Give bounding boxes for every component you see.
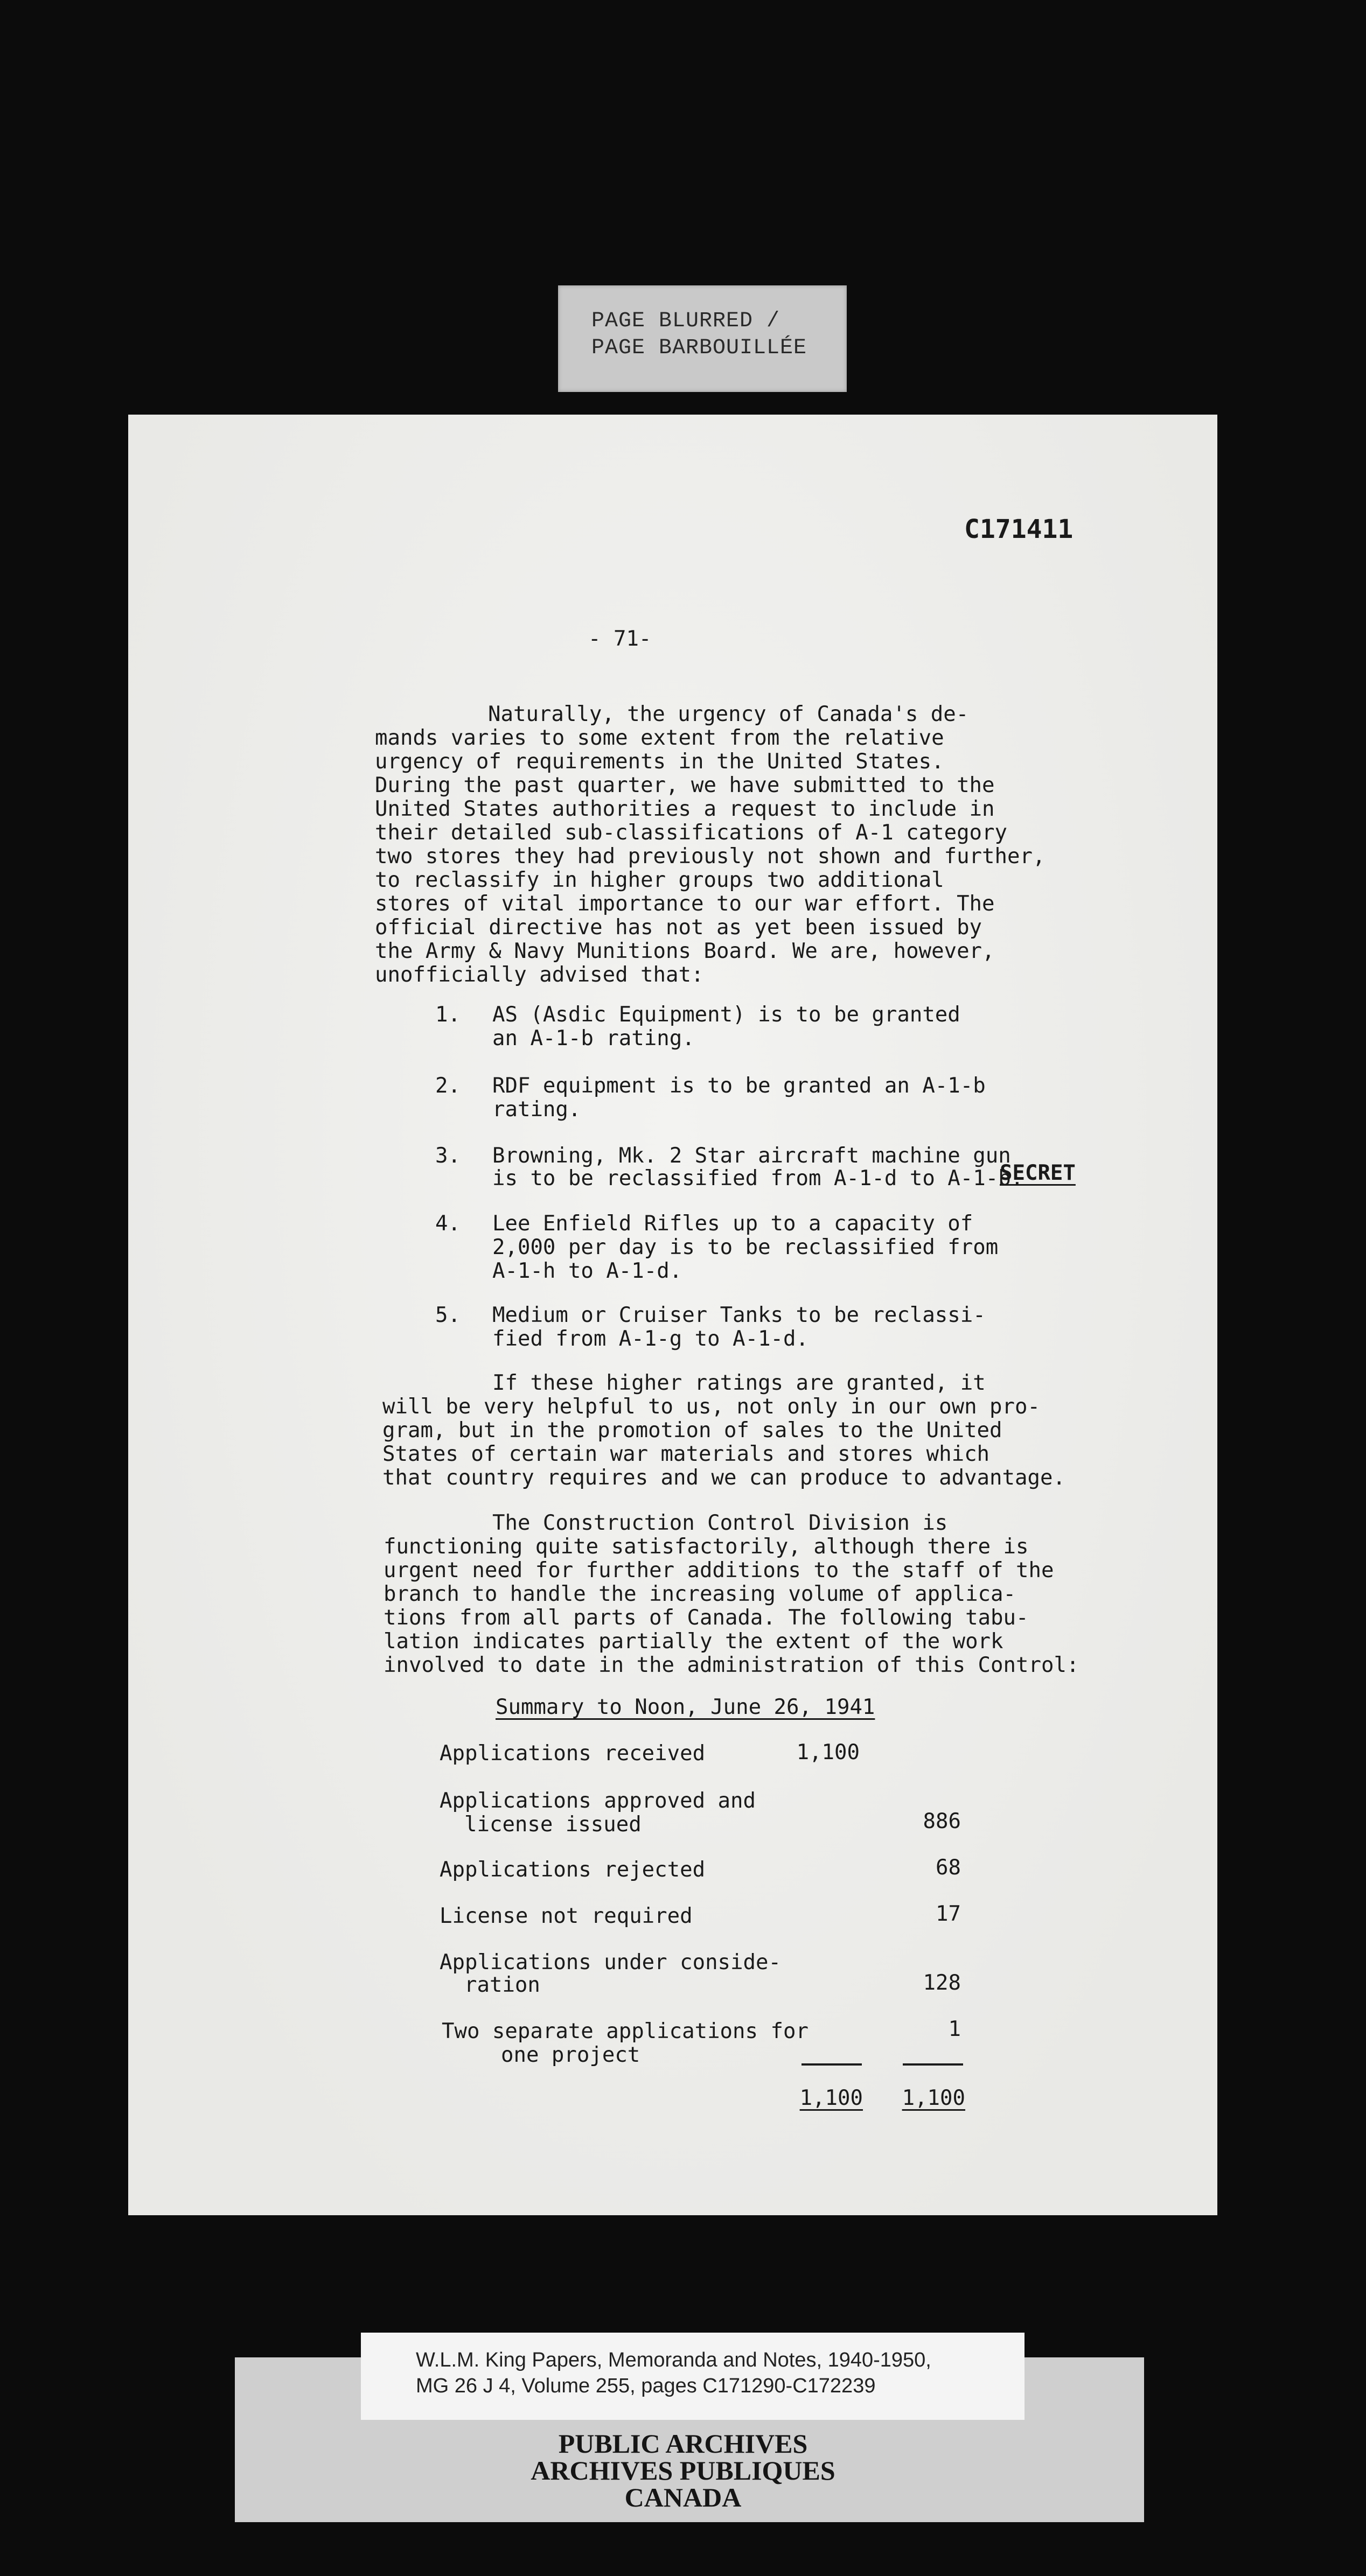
text-line: that country requires and we can produce to advantage. bbox=[382, 1466, 1065, 1490]
item-line: AS (Asdic Equipment) is to be granted bbox=[492, 1003, 960, 1027]
row-value-col2: 1 bbox=[948, 2017, 961, 2041]
item-line: RDF equipment is to be granted an A-1-b bbox=[492, 1074, 986, 1098]
item-line: Medium or Cruiser Tanks to be reclassi- bbox=[492, 1303, 986, 1327]
text-line: If these higher ratings are granted, it bbox=[492, 1371, 986, 1395]
summary-heading: Summary to Noon, June 26, 1941 bbox=[496, 1695, 875, 1719]
text-line: official directive has not as yet been issued by bbox=[375, 915, 982, 940]
row-label: one project bbox=[501, 2043, 640, 2067]
reference-line: MG 26 J 4, Volume 255, pages C171290-C172239 bbox=[416, 2375, 876, 2397]
text-line: lation indicates partially the extent of the work bbox=[384, 1629, 1003, 1654]
text-line: During the past quarter, we have submitted to the bbox=[375, 773, 995, 797]
row-label: Applications rejected bbox=[440, 1858, 706, 1882]
text-line: two stores they had previously not shown and further, bbox=[375, 844, 1046, 869]
document-number: C171411 bbox=[964, 514, 1074, 544]
item-line: rating. bbox=[492, 1097, 581, 1122]
row-value-col2: 68 bbox=[936, 1856, 961, 1880]
archives-stamp-line: PUBLIC ARCHIVES bbox=[558, 2428, 808, 2459]
item-number: 4. bbox=[435, 1212, 461, 1236]
item-number: 5. bbox=[435, 1303, 461, 1327]
sum-rule-col2 bbox=[903, 2063, 963, 2066]
item-line: fied from A-1-g to A-1-d. bbox=[492, 1327, 809, 1351]
item-line: A-1-h to A-1-d. bbox=[492, 1259, 682, 1283]
row-label: license issued bbox=[464, 1812, 642, 1837]
text-line: will be very helpful to us, not only in our own pro- bbox=[382, 1395, 1040, 1419]
text-line: functioning quite satisfactorily, although there is bbox=[384, 1535, 1029, 1559]
label-line-french: PAGE BARBOUILLÉE bbox=[591, 336, 807, 360]
item-line: is to be reclassified from A-1-d to A-1-b. bbox=[492, 1166, 1024, 1191]
archives-stamp-line: ARCHIVES PUBLIQUES bbox=[531, 2455, 835, 2486]
text-line: stores of vital importance to our war effort. The bbox=[375, 892, 995, 916]
text-line: States of certain war materials and stores which bbox=[382, 1442, 990, 1466]
text-line: tions from all parts of Canada. The following tabu- bbox=[384, 1606, 1029, 1630]
secret-mark: SECRET bbox=[1000, 1161, 1076, 1185]
text-line: involved to date in the administration of this Control: bbox=[384, 1653, 1079, 1677]
row-value-col2: 128 bbox=[923, 1971, 961, 1995]
text-line: gram, but in the promotion of sales to the United bbox=[382, 1418, 1002, 1443]
item-line: Lee Enfield Rifles up to a capacity of bbox=[492, 1212, 973, 1236]
blurred-page-label bbox=[558, 285, 847, 392]
text-line: their detailed sub-classifications of A-1 category bbox=[375, 821, 1007, 845]
sum-rule-col1 bbox=[802, 2063, 862, 2066]
text-line: to reclassify in higher groups two additional bbox=[375, 868, 944, 892]
total-col1: 1,100 bbox=[799, 2086, 863, 2110]
text-line: mands varies to some extent from the relative bbox=[375, 726, 944, 750]
total-col2: 1,100 bbox=[902, 2086, 965, 2110]
row-label: ration bbox=[464, 1973, 540, 1997]
reference-line: W.L.M. King Papers, Memoranda and Notes, 1940-1950, bbox=[416, 2349, 931, 2371]
label-line-english: PAGE BLURRED / bbox=[591, 309, 780, 333]
text-line: unofficially advised that: bbox=[375, 963, 704, 987]
row-label: License not required bbox=[440, 1904, 693, 1928]
text-line: United States authorities a request to include in bbox=[375, 797, 995, 821]
text-line: Naturally, the urgency of Canada's de- bbox=[488, 702, 969, 726]
item-number: 1. bbox=[435, 1003, 461, 1027]
row-label: Applications received bbox=[440, 1741, 706, 1766]
text-line: The Construction Control Division is bbox=[492, 1511, 948, 1535]
page-number: - 71- bbox=[588, 627, 652, 651]
row-label: Two separate applications for bbox=[442, 2019, 809, 2043]
item-number: 2. bbox=[435, 1074, 461, 1098]
text-line: urgency of requirements in the United States. bbox=[375, 750, 944, 774]
archive-reference-card bbox=[361, 2333, 1024, 2420]
text-line: branch to handle the increasing volume of applica- bbox=[384, 1582, 1016, 1606]
item-line: an A-1-b rating. bbox=[492, 1026, 695, 1051]
row-value-col2: 886 bbox=[923, 1809, 961, 1833]
item-line: 2,000 per day is to be reclassified from bbox=[492, 1235, 999, 1259]
item-number: 3. bbox=[435, 1144, 461, 1168]
item-line: Browning, Mk. 2 Star aircraft machine gun bbox=[492, 1144, 1011, 1168]
row-label: Applications approved and bbox=[440, 1789, 756, 1813]
row-value-col1: 1,100 bbox=[796, 1740, 860, 1765]
text-line: urgent need for further additions to the staff of the bbox=[384, 1558, 1054, 1583]
row-value-col2: 17 bbox=[936, 1902, 961, 1926]
archives-stamp-line: CANADA bbox=[624, 2482, 742, 2512]
text-line: the Army & Navy Munitions Board. We are, however, bbox=[375, 939, 995, 963]
row-label: Applications under conside- bbox=[440, 1950, 781, 1975]
